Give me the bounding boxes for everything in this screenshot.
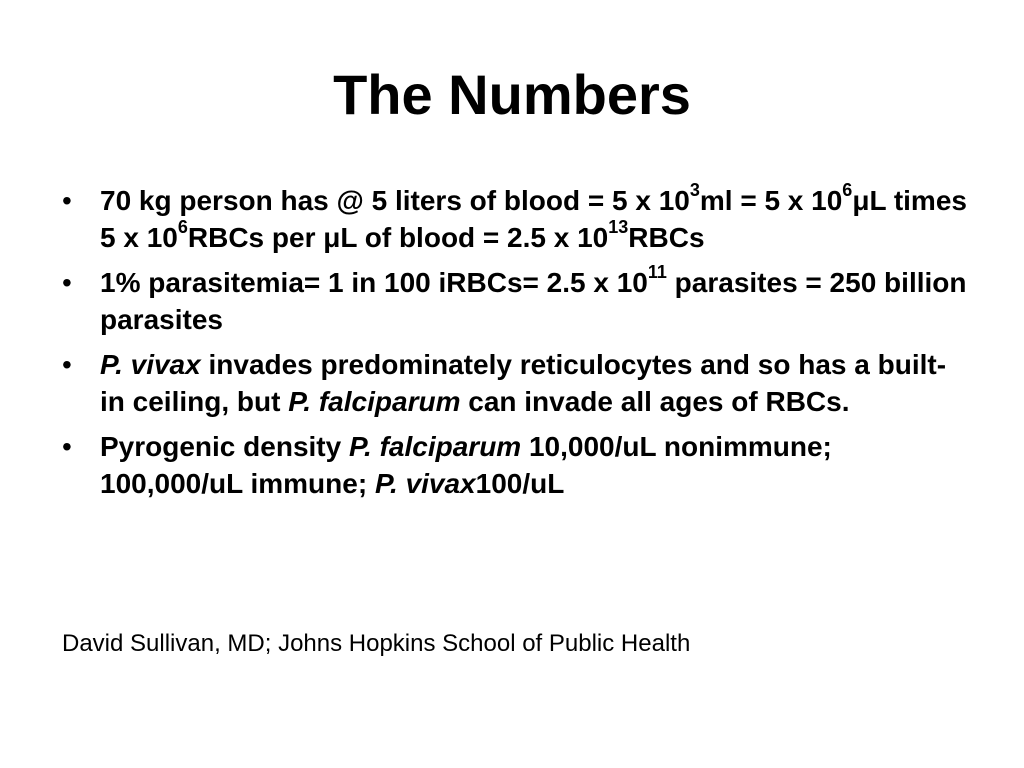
bullet-text: ml = 5 x 10 bbox=[699, 185, 843, 216]
slide-title: The Numbers bbox=[333, 63, 691, 126]
bullet-text: Pyrogenic density bbox=[100, 431, 349, 462]
species-name: P. vivax bbox=[374, 468, 476, 499]
bullet-text: 70 kg person has @ 5 liters of blood = 5 x 10 bbox=[100, 185, 690, 216]
exponent: 3 bbox=[689, 179, 700, 200]
bullet-marker: • bbox=[62, 349, 72, 380]
exponent: 6 bbox=[177, 216, 188, 237]
exponent: 13 bbox=[608, 216, 629, 237]
bullet-marker: • bbox=[62, 185, 72, 216]
bullet-marker: • bbox=[62, 267, 72, 298]
bullet-text: can invade all ages of RBCs. bbox=[460, 386, 850, 417]
bullet-text: 10,000/uL nonimmune; 100,000/uL immune; bbox=[100, 431, 832, 499]
exponent: 11 bbox=[647, 261, 667, 282]
species-name: P. falciparum bbox=[288, 386, 461, 417]
bullet-text: invades predominately reticulocytes and so has a built-in ceiling, but bbox=[100, 349, 947, 417]
bullet-item-parasitemia bbox=[62, 261, 967, 338]
species-name: P. falciparum bbox=[348, 431, 522, 462]
exponent: 6 bbox=[842, 179, 853, 200]
author-credit: David Sullivan, MD; Johns Hopkins School of Public Health bbox=[62, 630, 691, 657]
bullet-item-blood-volume bbox=[62, 179, 967, 256]
bullet-text: parasites = 250 billion parasites bbox=[100, 267, 967, 335]
bullet-text: 100/uL bbox=[475, 468, 565, 499]
bullet-item-pyrogenic-density bbox=[62, 428, 967, 502]
bullet-text: RBCs per μL of blood = 2.5 x 10 bbox=[187, 222, 609, 253]
bullet-item-vivax-ceiling bbox=[62, 346, 967, 420]
species-name: P. vivax bbox=[100, 349, 201, 380]
bullet-text: 1% parasitemia= 1 in 100 iRBCs= 2.5 x 10 bbox=[100, 267, 648, 298]
bullet-marker: • bbox=[62, 431, 72, 462]
bullet-list bbox=[62, 179, 967, 510]
bullet-text: μL times 5 x 10 bbox=[100, 185, 967, 253]
bullet-text: RBCs bbox=[628, 222, 705, 253]
